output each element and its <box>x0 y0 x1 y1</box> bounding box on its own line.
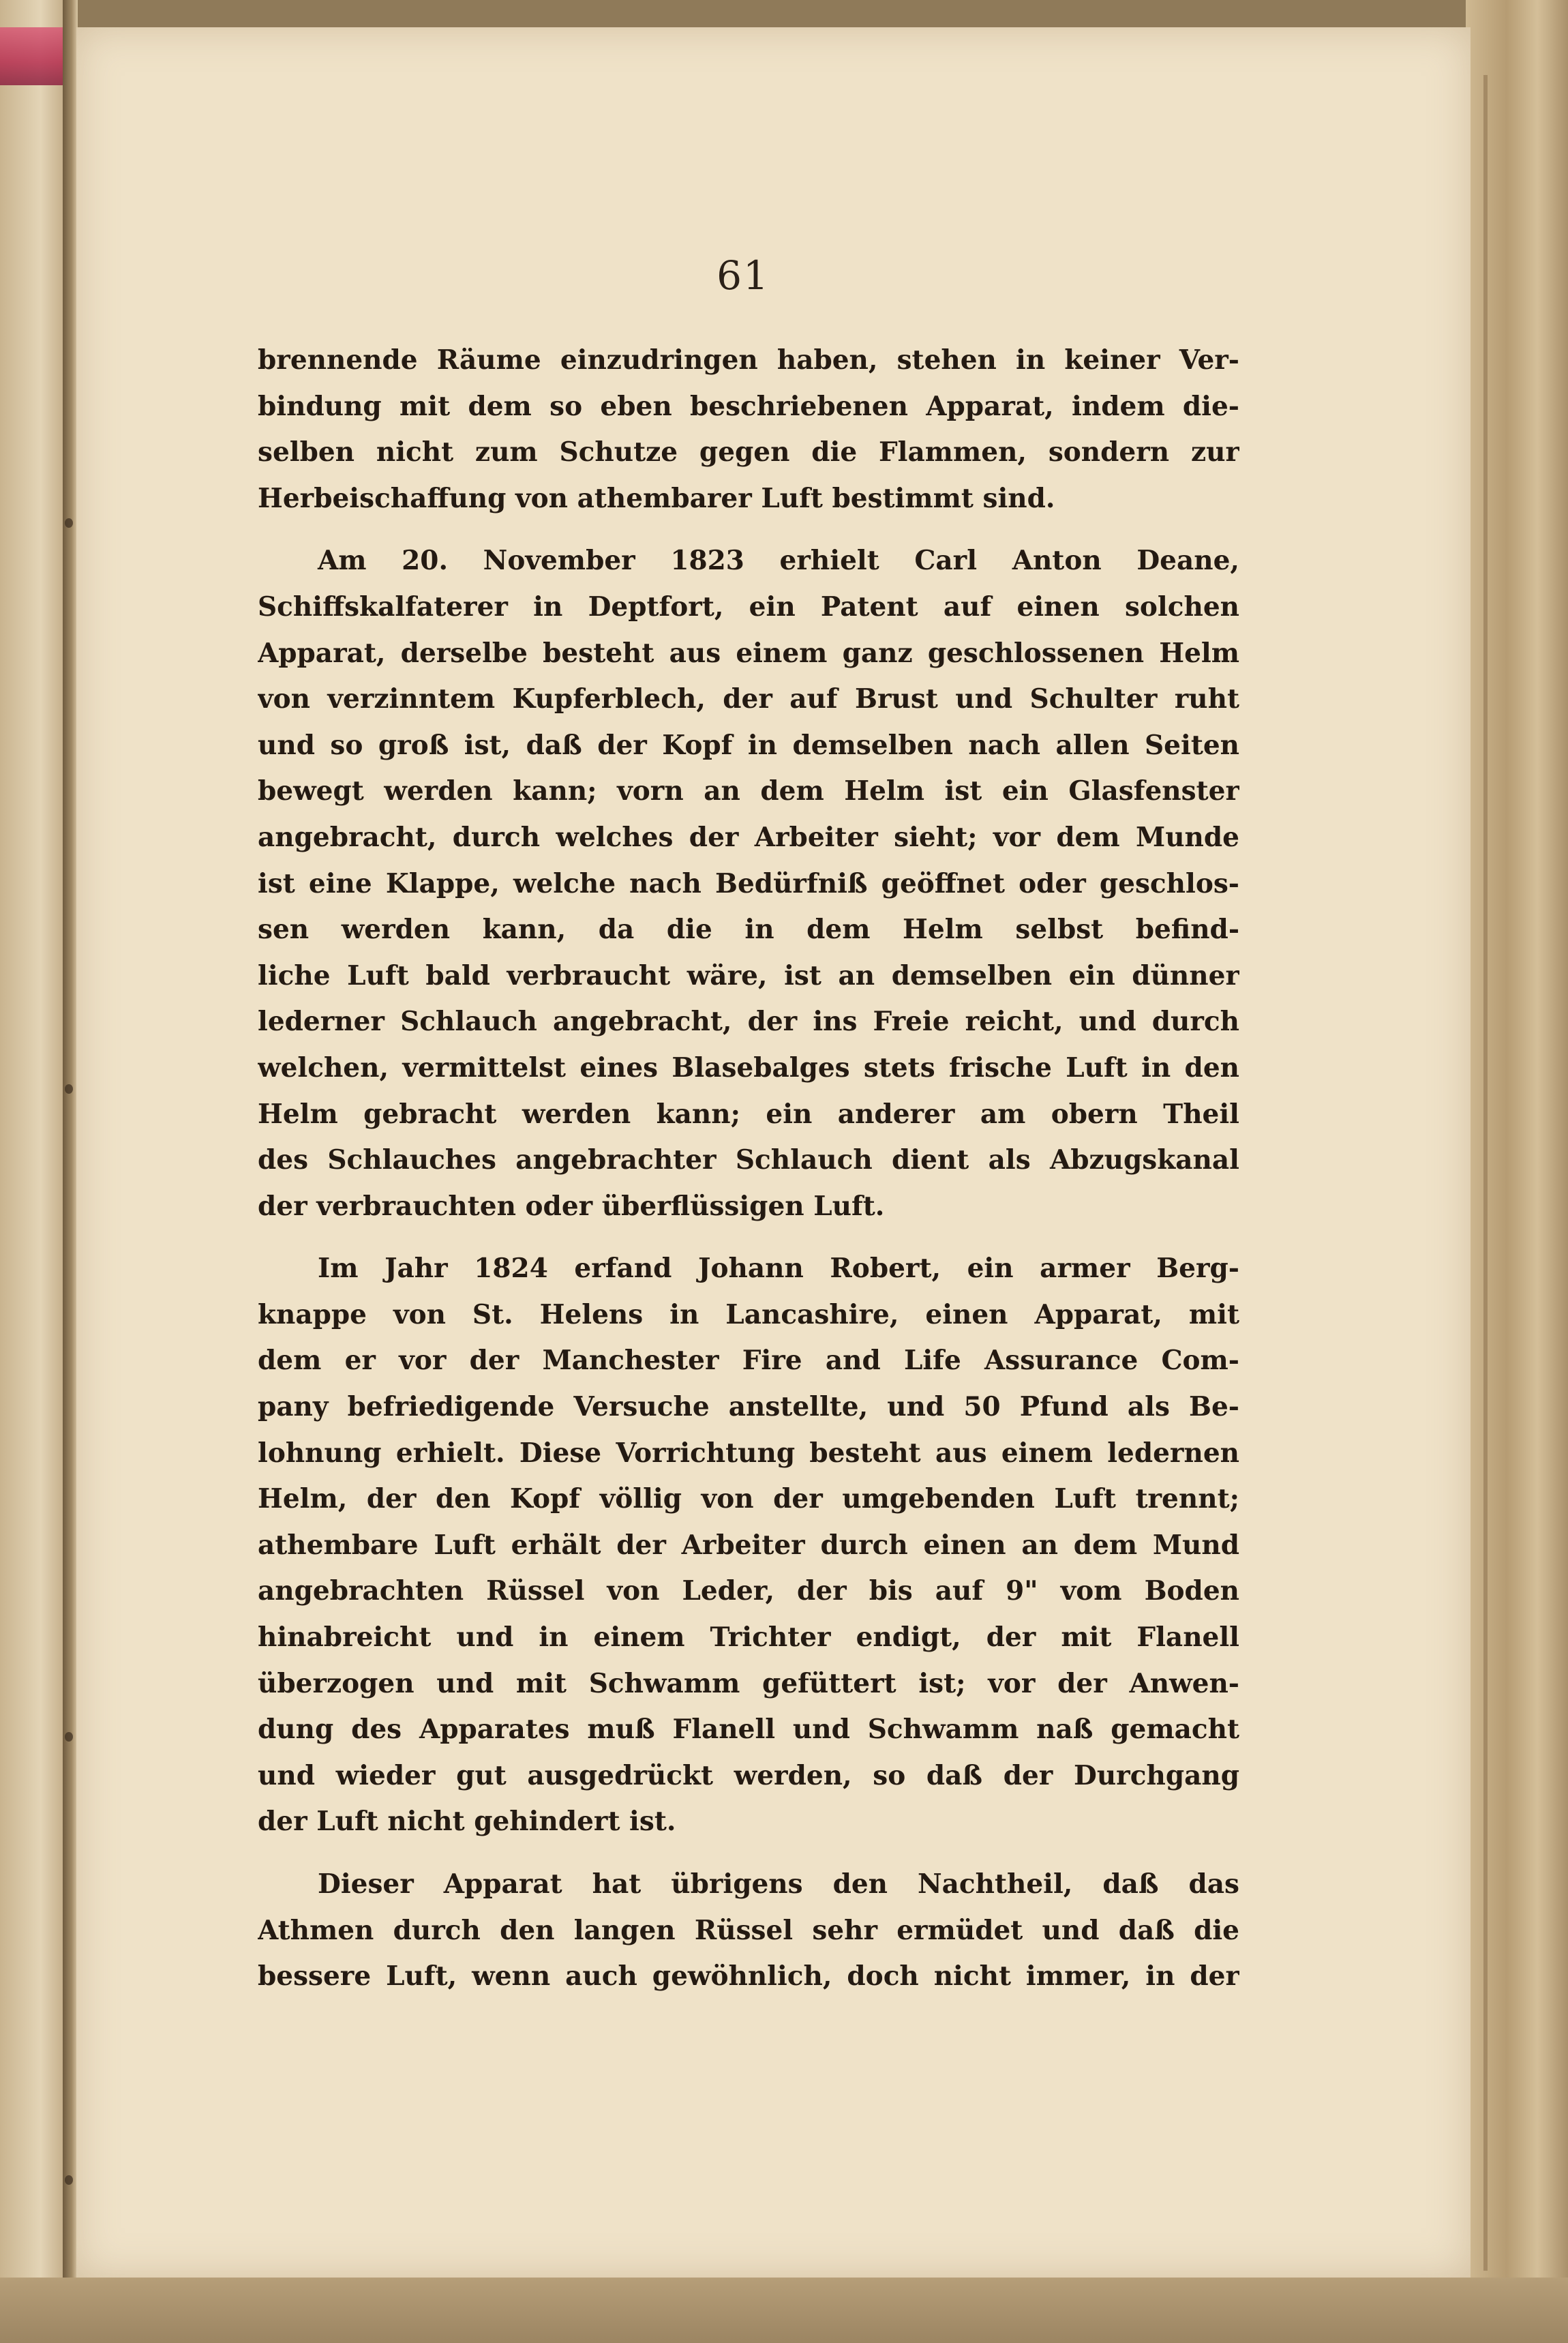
text-line: Helm, der den Kopf völlig von der umgebenden Luft trennt; <box>258 1483 1239 1515</box>
page-edge-shadow <box>1483 75 1488 2271</box>
text-line: lohnung erhielt. Diese Vorrichtung besteht aus einem ledernen <box>258 1437 1239 1469</box>
text-line: Dieser Apparat hat übrigens den Nachtheil, daß das <box>318 1868 1239 1900</box>
text-line: von verzinntem Kupferblech, der auf Brust und Schulter ruht <box>258 683 1239 715</box>
paragraph-gap <box>258 1229 1239 1246</box>
text-line: brennende Räume einzudringen haben, stehen in keiner Ver- <box>258 344 1239 376</box>
paragraph <box>258 1862 1239 2000</box>
binding-hole <box>65 518 73 528</box>
text-line: überzogen und mit Schwamm gefüttert ist; vor der Anwen- <box>258 1667 1239 1699</box>
binding-hole <box>65 1084 73 1094</box>
page-stack-edge <box>1466 0 1568 2343</box>
book-gutter <box>63 0 78 2343</box>
text-line: Herbeischaffung von athembarer Luft bestimmt sind. <box>258 482 1055 514</box>
text-line: des Schlauches angebrachter Schlauch dient als Abzugskanal <box>258 1144 1239 1176</box>
text-line: athembare Luft erhält der Arbeiter durch einen an dem Mund <box>258 1529 1239 1561</box>
body-text <box>258 338 1239 2000</box>
text-line: bewegt werden kann; vorn an dem Helm ist ein Glasfenster <box>258 775 1239 807</box>
text-line: Helm gebracht werden kann; ein anderer am obern Theil <box>258 1098 1239 1130</box>
paragraph-gap <box>258 522 1239 538</box>
text-line: ist eine Klappe, welche nach Bedürfniß geöffnet oder geschlos- <box>258 867 1239 899</box>
text-line: liche Luft bald verbraucht wäre, ist an demselben ein dünner <box>258 959 1239 991</box>
paragraph <box>258 1246 1239 1845</box>
book-cover-bottom <box>0 2278 1568 2343</box>
paragraph <box>258 538 1239 1229</box>
text-line: Apparat, derselbe besteht aus einem ganz geschlossenen Helm <box>258 637 1239 669</box>
text-line: hinabreicht und in einem Trichter endigt, der mit Flanell <box>258 1622 1239 1654</box>
text-line: dem er vor der Manchester Fire and Life Assurance Com- <box>258 1345 1239 1377</box>
paragraph-gap <box>258 1845 1239 1862</box>
text-line: knappe von St. Helens in Lancashire, einen Apparat, mit <box>258 1298 1239 1330</box>
text-line: angebracht, durch welches der Arbeiter sieht; vor dem Munde <box>258 821 1239 853</box>
text-line: der Luft nicht gehindert ist. <box>258 1806 676 1838</box>
text-line: bindung mit dem so eben beschriebenen Apparat, indem die- <box>258 390 1239 422</box>
text-line: der verbrauchten oder überflüssigen Luft. <box>258 1190 885 1222</box>
text-line: dung des Apparates muß Flanell und Schwamm naß gemacht <box>258 1714 1239 1746</box>
page-number: 61 <box>717 252 770 299</box>
text-line: selben nicht zum Schutze gegen die Flammen, sondern zur <box>258 436 1239 468</box>
text-line: sen werden kann, da die in dem Helm selbst befind- <box>258 914 1239 946</box>
text-line: lederner Schlauch angebracht, der ins Freie reicht, und durch <box>258 1006 1239 1038</box>
text-line: Schiffskalfaterer in Deptfort, ein Patent auf einen solchen <box>258 591 1239 623</box>
text-line: Im Jahr 1824 erfand Johann Robert, ein armer Berg- <box>318 1253 1239 1285</box>
text-line: Am 20. November 1823 erhielt Carl Anton Deane, <box>318 545 1239 577</box>
binding-hole <box>65 2175 73 2185</box>
text-line: bessere Luft, wenn auch gewöhnlich, doch nicht immer, in der <box>258 1960 1239 1993</box>
text-line: Athmen durch den langen Rüssel sehr ermüdet und daß die <box>258 1914 1239 1946</box>
bookmark-ribbon <box>0 27 65 85</box>
text-line: und so groß ist, daß der Kopf in demselben nach allen Seiten <box>258 729 1239 761</box>
binding-hole <box>65 1732 73 1742</box>
paragraph <box>258 338 1239 522</box>
text-line: pany befriedigende Versuche anstellte, und 50 Pfund als Be- <box>258 1391 1239 1423</box>
text-line: welchen, vermittelst eines Blasebalges stets frische Luft in den <box>258 1051 1239 1084</box>
text-line: angebrachten Rüssel von Leder, der bis auf 9" vom Boden <box>258 1575 1239 1607</box>
text-line: und wieder gut ausgedrückt werden, so daß der Durchgang <box>258 1759 1239 1791</box>
